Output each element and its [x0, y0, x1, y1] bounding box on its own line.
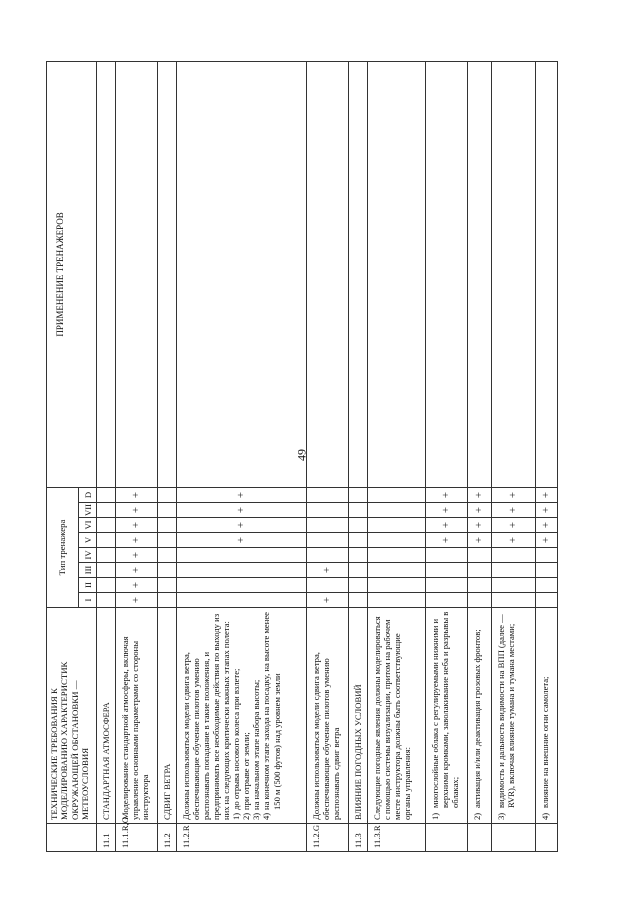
- level-mark: +: [492, 518, 536, 533]
- level-mark: +: [536, 533, 558, 548]
- level-header: IV: [79, 548, 97, 563]
- level-mark: [97, 593, 116, 608]
- level-mark: [158, 578, 177, 593]
- level-mark: [492, 563, 536, 578]
- table-row: [426, 61, 468, 851]
- level-mark: +: [116, 487, 158, 502]
- phase-list: [231, 611, 281, 820]
- row-text: Моделирование стандартной атмосферы, включая управление основными параметрами со стороны инструктора: [120, 636, 151, 820]
- level-mark: +: [116, 563, 158, 578]
- table-body: [97, 61, 558, 851]
- row-text-cell: [158, 608, 177, 824]
- row-text: Должны использоваться модели сдвига ветра, обеспечивающие обучение пилотов умению распознавать попадание в такие положения, и предпринимать все необходимые действия по выходу из них на следующих критически важных этапах полета:: [181, 613, 232, 820]
- application-cell: [492, 61, 536, 487]
- level-mark: [368, 503, 426, 518]
- row-text-cell: [97, 608, 116, 824]
- item-number: 1): [430, 812, 441, 820]
- level-header: II: [79, 578, 97, 593]
- level-mark: +: [426, 518, 468, 533]
- item-number: 2): [241, 812, 252, 820]
- item-number: 4): [261, 812, 272, 820]
- level-mark: +: [116, 503, 158, 518]
- row-number: 11.2: [158, 824, 177, 852]
- row-text-cell: [468, 608, 492, 824]
- row-number: 11.1: [97, 824, 116, 852]
- table-row: [349, 61, 368, 851]
- item-text: до отрыва носового колеса при взлете;: [231, 668, 242, 810]
- simulator-type-header: Тип тренажера: [47, 487, 79, 607]
- level-mark: [158, 533, 177, 548]
- level-mark: [349, 487, 368, 502]
- level-header: VII: [79, 503, 97, 518]
- item-text: влияние на внешние огни самолета;: [540, 676, 551, 808]
- list-item: [251, 611, 261, 820]
- table-row: [492, 61, 536, 851]
- row-number: [426, 824, 468, 852]
- level-mark: [349, 503, 368, 518]
- level-mark: +: [426, 487, 468, 502]
- level-mark: [426, 578, 468, 593]
- level-mark: [97, 487, 116, 502]
- level-mark: [368, 593, 426, 608]
- level-mark: +: [536, 503, 558, 518]
- level-mark: [368, 563, 426, 578]
- level-mark: +: [426, 533, 468, 548]
- level-mark: [97, 548, 116, 563]
- table-row: [468, 61, 492, 851]
- level-mark: +: [177, 503, 307, 518]
- row-text-cell: [177, 608, 307, 824]
- application-cell: [349, 61, 368, 487]
- level-header: I: [79, 593, 97, 608]
- level-mark: [307, 578, 349, 593]
- level-mark: [307, 518, 349, 533]
- item-number: 3): [251, 812, 262, 820]
- row-text-cell: [536, 608, 558, 824]
- application-cell: [116, 61, 158, 487]
- table-row: [536, 61, 558, 851]
- level-mark: +: [492, 487, 536, 502]
- level-mark: [426, 563, 468, 578]
- item-text: многослойные облака с регулируемыми нижними и верхними кромками, заволакивание неба и разрывы в облаках;: [430, 611, 461, 808]
- level-mark: [536, 563, 558, 578]
- level-mark: [349, 518, 368, 533]
- level-mark: [349, 578, 368, 593]
- item-number: 4): [540, 812, 551, 820]
- item-text: активация и/или деактивация грозовых фронтов;: [472, 629, 483, 808]
- level-mark: [97, 518, 116, 533]
- level-mark: +: [468, 518, 492, 533]
- level-mark: [158, 518, 177, 533]
- level-mark: [177, 548, 307, 563]
- level-mark: [426, 593, 468, 608]
- level-header: D: [79, 487, 97, 502]
- level-mark: [307, 487, 349, 502]
- row-text: ВЛИЯНИЕ ПОГОДНЫХ УСЛОВИЙ: [353, 684, 364, 820]
- requirements-table-sheet: [46, 62, 598, 852]
- level-mark: [492, 578, 536, 593]
- level-mark: +: [468, 487, 492, 502]
- application-cell: [536, 61, 558, 487]
- level-mark: [177, 578, 307, 593]
- row-number: 11.3.R: [368, 824, 426, 852]
- level-mark: [307, 533, 349, 548]
- level-mark: [536, 593, 558, 608]
- level-mark: [536, 578, 558, 593]
- level-mark: +: [307, 563, 349, 578]
- level-header: VI: [79, 518, 97, 533]
- item-text: на конечном этапе захода на посадку, на высоте менее 150 м (500 футов) над уровнем земли: [261, 612, 282, 810]
- row-number: 11.1.R,G: [116, 824, 158, 852]
- level-mark: +: [116, 593, 158, 608]
- level-mark: [426, 548, 468, 563]
- level-header: V: [79, 533, 97, 548]
- table-row: [368, 61, 426, 851]
- application-cell: [158, 61, 177, 487]
- level-mark: +: [426, 503, 468, 518]
- level-mark: +: [116, 578, 158, 593]
- table-row: [177, 61, 307, 851]
- level-mark: [349, 593, 368, 608]
- level-mark: +: [536, 518, 558, 533]
- level-mark: +: [177, 518, 307, 533]
- column-title: ТЕХНИЧЕСКИЕ ТРЕБОВАНИЯ К МОДЕЛИРОВАНИЮ ХАРАКТЕРИСТИК ОКРУЖАЮЩЕЙ ОБСТАНОВКИ — МЕТЕОУСЛОВИЯ: [47, 608, 97, 824]
- level-mark: +: [177, 533, 307, 548]
- level-mark: [468, 563, 492, 578]
- level-mark: [468, 593, 492, 608]
- row-text-cell: [307, 608, 349, 824]
- row-number: 11.3: [349, 824, 368, 852]
- row-text: СТАНДАРТНАЯ АТМОСФЕРА: [101, 702, 111, 820]
- application-header: ПРИМЕНЕНИЕ ТРЕНАЖЕРОВ: [47, 61, 97, 487]
- level-mark: [368, 548, 426, 563]
- level-mark: [97, 533, 116, 548]
- level-mark: [536, 548, 558, 563]
- level-mark: [349, 563, 368, 578]
- application-cell: [97, 61, 116, 487]
- row-text-cell: [349, 608, 368, 824]
- level-mark: [349, 548, 368, 563]
- requirements-table: [46, 61, 558, 852]
- row-text-cell: [368, 608, 426, 824]
- application-cell: [177, 61, 307, 487]
- table-row: [307, 61, 349, 851]
- table-row: [116, 61, 158, 851]
- level-mark: [368, 487, 426, 502]
- level-mark: +: [307, 593, 349, 608]
- row-text-cell: [492, 608, 536, 824]
- application-cell: [468, 61, 492, 487]
- row-text-cell: [426, 608, 468, 824]
- row-number: [468, 824, 492, 852]
- level-mark: +: [116, 548, 158, 563]
- level-mark: [177, 563, 307, 578]
- item-number: 3): [496, 812, 507, 820]
- table-row: [158, 61, 177, 851]
- level-mark: +: [468, 533, 492, 548]
- item-text: видимость и дальность видимости на ВПП (далее — RVR), включая влияние тумана и тумана местами;: [496, 614, 517, 808]
- row-text: СДВИГ ВЕТРА: [162, 763, 173, 820]
- table-row: [97, 61, 116, 851]
- row-number: 11.2.G: [307, 824, 349, 852]
- level-mark: [468, 578, 492, 593]
- row-number: 11.2.R: [177, 824, 307, 852]
- level-mark: +: [116, 533, 158, 548]
- row-number: [492, 824, 536, 852]
- item-number: 2): [472, 812, 483, 820]
- level-mark: [368, 578, 426, 593]
- level-mark: [97, 503, 116, 518]
- row-text: Должны использоваться модели сдвига ветра, обеспечивающие обучение пилотов умению распознавать сдвиг ветра: [311, 652, 342, 820]
- application-cell: [368, 61, 426, 487]
- level-mark: [158, 503, 177, 518]
- application-cell: [307, 61, 349, 487]
- level-mark: [177, 593, 307, 608]
- row-text-cell: [116, 608, 158, 824]
- level-mark: [97, 563, 116, 578]
- level-mark: [368, 533, 426, 548]
- item-text: на начальном этапе набора высоты;: [251, 679, 262, 810]
- list-item: [261, 611, 281, 820]
- row-text: Следующие погодные явления должны моделироваться с помощью системы визуализации, притом на рабочем месте инструктора должны быть соответствующие органы управления:: [372, 616, 413, 820]
- level-mark: [158, 487, 177, 502]
- level-mark: [158, 548, 177, 563]
- level-mark: +: [468, 503, 492, 518]
- level-mark: [307, 503, 349, 518]
- level-mark: +: [177, 487, 307, 502]
- level-mark: +: [536, 487, 558, 502]
- item-text: при отрыве от земли;: [241, 732, 252, 810]
- level-mark: [307, 548, 349, 563]
- item-number: 1): [231, 812, 242, 820]
- level-mark: [158, 563, 177, 578]
- list-item: [241, 611, 251, 820]
- level-mark: [349, 533, 368, 548]
- list-item: [231, 611, 241, 820]
- level-mark: +: [116, 518, 158, 533]
- level-mark: [492, 593, 536, 608]
- level-mark: [97, 578, 116, 593]
- row-number: [536, 824, 558, 852]
- level-mark: [158, 593, 177, 608]
- application-cell: [426, 61, 468, 487]
- level-mark: +: [492, 533, 536, 548]
- level-mark: +: [492, 503, 536, 518]
- header-empty-cell: [47, 824, 97, 852]
- level-mark: [468, 548, 492, 563]
- level-mark: [368, 518, 426, 533]
- level-mark: [492, 548, 536, 563]
- level-header: III: [79, 563, 97, 578]
